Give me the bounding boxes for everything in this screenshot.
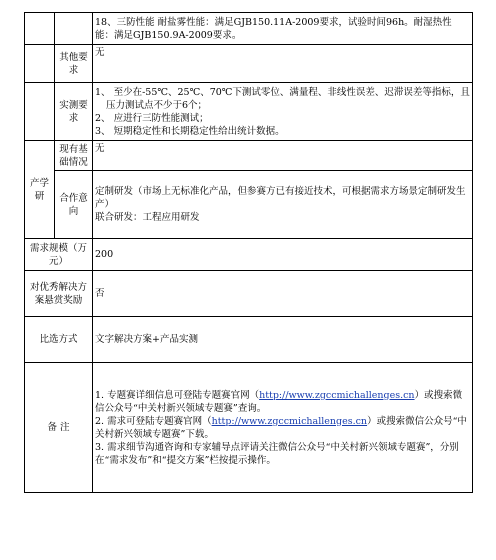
row-reward — [25, 271, 473, 317]
note-2-text-a: 2. 需求可登陆专题赛官网（ — [95, 415, 212, 427]
test-requirement-item: 1、 至少在-55℃、25℃、70℃下测试零位、满量程、非线性误差、迟滞误差等指标，且压力测试点不少于6个； — [95, 86, 470, 111]
demand-scale-value: 200 — [93, 239, 473, 271]
note-2 — [95, 415, 470, 441]
existing-basis-value: 无 — [93, 141, 473, 171]
cooperation-line: 联合研发：工程应用研发 — [95, 212, 200, 223]
existing-basis-label: 现有基础情况 — [55, 141, 93, 171]
note-1-text-a: 1. 专题赛详细信息可登陆专题赛官网（ — [95, 389, 260, 401]
compare-method-label: 比选方式 — [25, 317, 93, 363]
row-existing-basis — [25, 141, 473, 171]
notes-label: 备 注 — [25, 363, 93, 493]
row-cooperation-intent — [25, 171, 473, 239]
three-proof-text: 18、三防性能 耐盐雾性能：满足GJB150.11A-2009要求，试验时间96h。耐湿热性能：满足GJB150.9A-2009要求。 — [93, 13, 473, 45]
note-1 — [95, 389, 470, 415]
reward-label: 对优秀解决方案悬赏奖励 — [25, 271, 93, 317]
test-requirement-item: 2、 应进行三防性能测试； — [95, 112, 209, 124]
cell-empty-d — [25, 83, 55, 141]
other-requirements-value: 无 — [93, 45, 473, 83]
test-requirements-list — [93, 83, 473, 141]
other-requirements-label: 其他要求 — [55, 45, 93, 83]
note-2-text-b: ）或搜索微信公众号“中关村新兴领域专题赛”下载。 — [95, 415, 467, 440]
row-test-requirements — [25, 83, 473, 141]
website-link[interactable]: http://www.zgccmichallenges.cn — [259, 389, 415, 401]
row-three-proof — [25, 13, 473, 45]
demand-scale-label: 需求规模（万元） — [25, 239, 93, 271]
row-compare-method — [25, 317, 473, 363]
note-3: 3. 需求细节沟通咨询和专家辅导点评请关注微信公众号“中关村新兴领域专题赛”，分别在“需求发布”和“提交方案”栏按提示操作。 — [95, 441, 459, 466]
test-requirements-label: 实测要求 — [55, 83, 93, 141]
row-other-requirements — [25, 45, 473, 83]
notes-content — [93, 363, 473, 493]
requirements-table — [24, 12, 473, 493]
test-requirement-item: 3、 短期稳定性和长期稳定性给出统计数据。 — [95, 125, 285, 137]
cooperation-intent-label: 合作意向 — [55, 171, 93, 239]
cell-empty-a — [25, 13, 55, 45]
reward-value: 否 — [93, 271, 473, 317]
website-link[interactable]: http://www.zgccmichallenges.cn — [211, 415, 368, 427]
note-1-text-b: ）或搜索微信公众号“中关村新兴领域专题赛”查询。 — [95, 389, 463, 414]
cooperation-line: 定制研发（市场上无标准化产品，但参赛方已有接近技术，可根据需求方场景定制研发生产） — [95, 186, 466, 210]
cooperation-intent-value — [93, 171, 473, 239]
industry-group-label: 产学研 — [25, 141, 55, 239]
cell-empty-b — [55, 13, 93, 45]
row-notes — [25, 363, 473, 493]
cell-empty-c — [25, 45, 55, 83]
compare-method-value: 文字解决方案+产品实测 — [93, 317, 473, 363]
row-demand-scale — [25, 239, 473, 271]
